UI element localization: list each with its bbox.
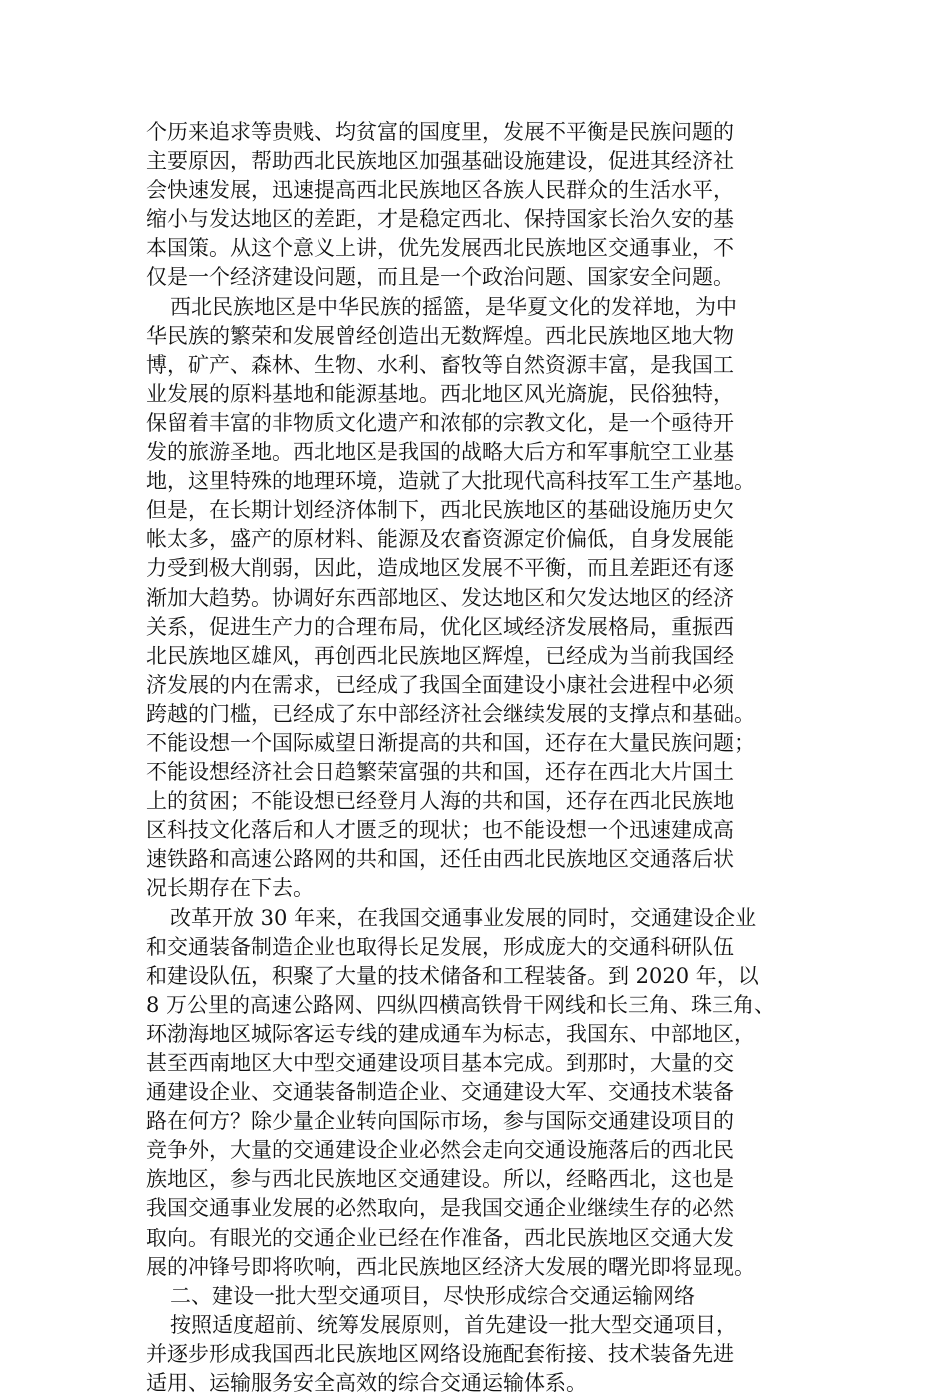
paragraph — [146, 293, 806, 904]
text-line: 华民族的繁荣和发展曾经创造出无数辉煌。西北民族地区地大物 — [146, 323, 734, 348]
text-line: 族地区，参与西北民族地区交通建设。所以，经略西北，这也是 — [146, 1167, 734, 1192]
text-line: 按照适度超前、统筹发展原则，首先建设一批大型交通项目， — [170, 1312, 737, 1337]
text-line: 帐太多，盛产的原材料、能源及农畜资源定价偏低，自身发展能 — [146, 527, 734, 552]
text-line: 况长期存在下去。 — [146, 876, 314, 901]
text-line: 仅是一个经济建设问题，而且是一个政治问题、国家安全问题。 — [146, 265, 734, 290]
text-line: 保留着丰富的非物质文化遗产和浓郁的宗教文化，是一个亟待开 — [146, 410, 734, 435]
text-line: 区科技文化落后和人才匮乏的现状；也不能设想一个迅速建成高 — [146, 818, 734, 843]
text-line: 渐加大趋势。协调好东西部地区、发达地区和欠发达地区的经济 — [146, 585, 734, 610]
text-line: 取向。有眼光的交通企业已经在作准备，西北民族地区交通大发 — [146, 1225, 734, 1250]
text-line: 关系，促进生产力的合理布局，优化区域经济发展格局，重振西 — [146, 614, 734, 639]
text-line: 北民族地区雄风，再创西北民族地区辉煌，已经成为当前我国经 — [146, 643, 734, 668]
document-body — [146, 118, 806, 1398]
section-heading-text: 二、建设一批大型交通项目，尽快形成综合交通运输网络 — [170, 1283, 695, 1308]
text-line: 和建设队伍，积聚了大量的技术储备和工程装备。到 2020 年，以 — [146, 963, 759, 988]
text-line: 会快速发展，迅速提高西北民族地区各族人民群众的生活水平， — [146, 178, 734, 203]
text-line: 主要原因，帮助西北民族地区加强基础设施建设，促进其经济社 — [146, 149, 734, 174]
text-line: 速铁路和高速公路网的共和国，还任由西北民族地区交通落后状 — [146, 847, 734, 872]
text-line: 通建设企业、交通装备制造企业、交通建设大军、交通技术装备 — [146, 1080, 734, 1105]
text-line: 济发展的内在需求，已经成了我国全面建设小康社会进程中必须 — [146, 672, 734, 697]
text-line: 但是，在长期计划经济体制下，西北民族地区的基础设施历史欠 — [146, 498, 734, 523]
text-line: 跨越的门槛，已经成了东中部经济社会继续发展的支撑点和基础。 — [146, 701, 755, 726]
text-line: 竞争外，大量的交通建设企业必然会走向交通设施落后的西北民 — [146, 1138, 734, 1163]
text-line: 并逐步形成我国西北民族地区网络设施配套衔接、技术装备先进 — [146, 1341, 734, 1366]
text-line: 西北民族地区是中华民族的摇篮，是华夏文化的发祥地，为中 — [170, 294, 737, 319]
text-line: 上的贫困；不能设想已经登月人海的共和国，还存在西北民族地 — [146, 789, 734, 814]
text-line: 缩小与发达地区的差距，才是稳定西北、保持国家长治久安的基 — [146, 207, 734, 232]
section-heading — [146, 1282, 806, 1311]
text-line: 改革开放 30 年来，在我国交通事业发展的同时，交通建设企业 — [170, 905, 757, 930]
text-line: 环渤海地区城际客运专线的建成通车为标志，我国东、中部地区， — [146, 1021, 755, 1046]
text-line: 地，这里特殊的地理环境，造就了大批现代高科技军工生产基地。 — [146, 469, 755, 494]
text-line: 业发展的原料基地和能源基地。西北地区风光旖旎，民俗独特， — [146, 381, 734, 406]
paragraph — [146, 1311, 806, 1398]
text-line: 我国交通事业发展的必然取向，是我国交通企业继续生存的必然 — [146, 1196, 734, 1221]
text-line: 不能设想经济社会日趋繁荣富强的共和国，还存在西北大片国土 — [146, 760, 734, 785]
paragraph — [146, 904, 806, 1282]
text-line: 适用、运输服务安全高效的综合交通运输体系。 — [146, 1371, 587, 1396]
text-line: 路在何方？除少量企业转向国际市场，参与国际交通建设项目的 — [146, 1109, 734, 1134]
text-line: 本国策。从这个意义上讲，优先发展西北民族地区交通事业，不 — [146, 236, 734, 261]
paragraph — [146, 118, 806, 293]
text-line: 发的旅游圣地。西北地区是我国的战略大后方和军事航空工业基 — [146, 440, 734, 465]
text-line: 博，矿产、森林、生物、水利、畜牧等自然资源丰富，是我国工 — [146, 352, 734, 377]
text-line: 力受到极大削弱，因此，造成地区发展不平衡，而且差距还有逐 — [146, 556, 734, 581]
text-line: 个历来追求等贵贱、均贫富的国度里，发展不平衡是民族问题的 — [146, 120, 734, 144]
text-line: 展的冲锋号即将吹响，西北民族地区经济大发展的曙光即将显现。 — [146, 1254, 755, 1279]
text-line: 和交通装备制造企业也取得长足发展，形成庞大的交通科研队伍 — [146, 934, 734, 959]
text-line: 甚至西南地区大中型交通建设项目基本完成。到那时，大量的交 — [146, 1051, 734, 1075]
text-line: 不能设想一个国际威望日渐提高的共和国，还存在大量民族问题； — [146, 730, 755, 755]
text-line: 8 万公里的高速公路网、四纵四横高铁骨干网线和长三角、珠三角、 — [146, 992, 776, 1017]
